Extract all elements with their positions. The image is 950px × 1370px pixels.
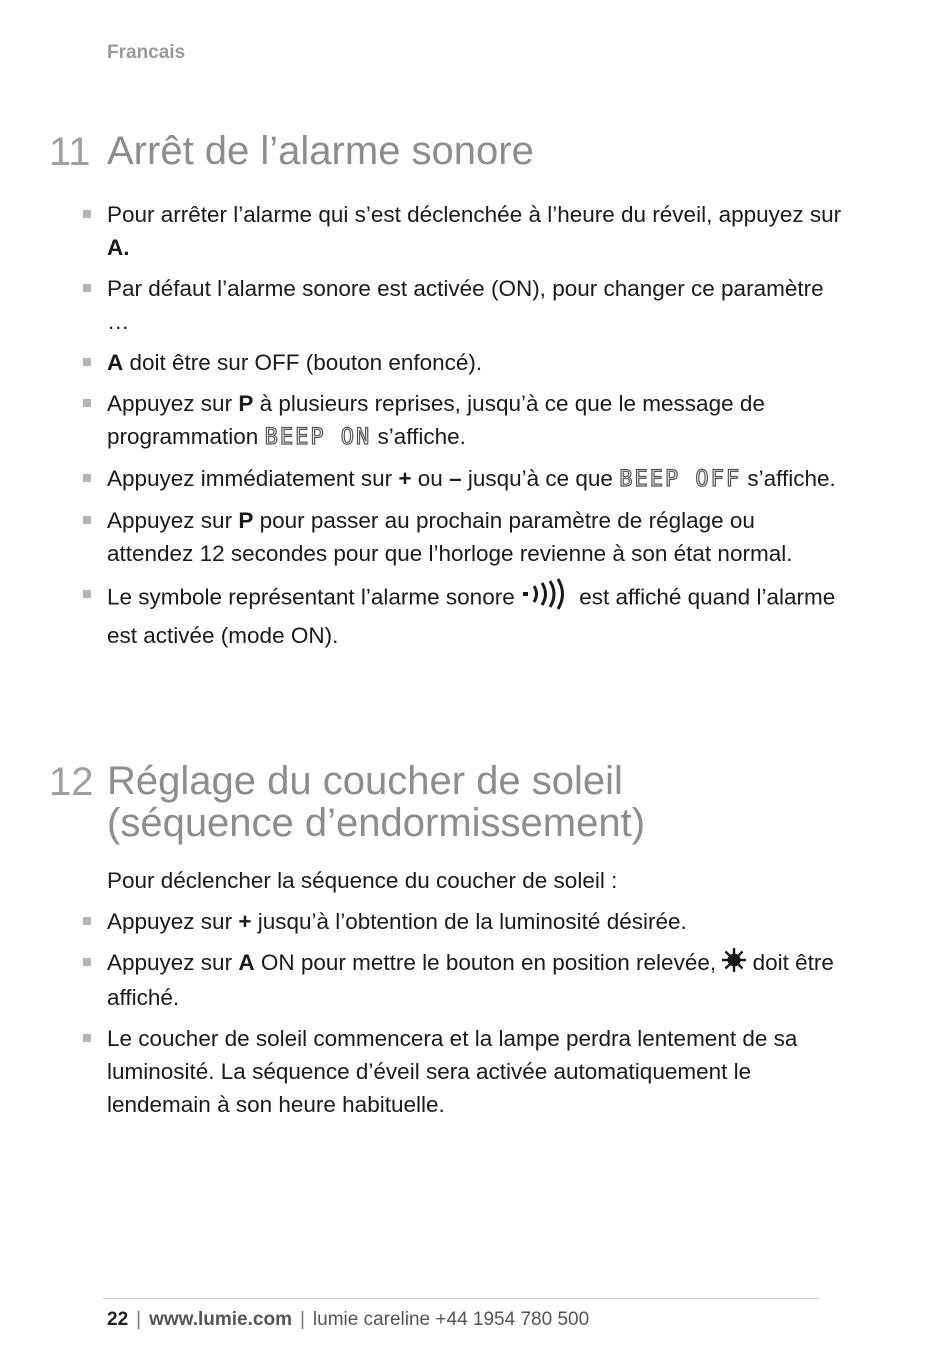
page-number: 22 (107, 1309, 129, 1330)
sun-icon (722, 948, 746, 981)
section-heading (0, 760, 950, 856)
list-item: Appuyez sur P à plusieurs reprises, jusqu’à ce que le message de programmation BEEP ON s’affiche. (0, 387, 847, 454)
section-title: Arrêt de l’alarme sonore (107, 129, 534, 173)
list-item: Appuyez sur A ON pour mettre le bouton en position relevée, doit être affiché. (0, 946, 847, 1014)
list-item: Pour arrêter l’alarme qui s’est déclenchée à l’heure du réveil, appuyez sur A. (0, 198, 847, 264)
bullet-icon (83, 590, 91, 598)
section-title: Réglage du coucher de soleil (séquence d’endormissement) (107, 759, 646, 845)
footer (107, 1309, 589, 1331)
sound-wave-icon (521, 578, 573, 619)
section-number: 11 (49, 130, 91, 174)
instruction-list (0, 198, 950, 652)
list-item: Par défaut l’alarme sonore est activée (ON), pour changer ce paramètre … (0, 272, 847, 338)
list-item: A doit être sur OFF (bouton enfoncé). (0, 346, 847, 379)
list-item: Appuyez sur P pour passer au prochain paramètre de réglage ou attendez 12 secondes pour que l’horloge revienne à son état normal. (0, 504, 847, 570)
bullet-icon (83, 399, 91, 407)
lcd-message: BEEP OFF (619, 467, 742, 492)
section-heading (0, 130, 950, 180)
section-number: 12 (49, 760, 94, 804)
intro-text: Pour déclencher la séquence du coucher de soleil : (107, 868, 618, 893)
instruction-list (0, 905, 950, 1121)
list-item: Appuyez immédiatement sur + ou – jusqu’à ce que BEEP OFF s’affiche. (0, 462, 847, 496)
footer-separator: | (136, 1309, 142, 1330)
website-link[interactable]: www.lumie.com (149, 1309, 292, 1330)
language-label: Francais (107, 42, 186, 63)
footer-separator: | (299, 1309, 305, 1330)
careline-text: lumie careline +44 1954 780 500 (312, 1309, 590, 1330)
bullet-icon (83, 516, 91, 524)
list-item: Le coucher de soleil commencera et la lampe perdra lentement de sa luminosité. La séquence d’éveil sera activée automatiquement le lendemain à son heure habituelle. (0, 1022, 847, 1121)
section-alarm-stop (0, 130, 950, 660)
lcd-message: BEEP ON (264, 425, 372, 450)
bullet-icon (83, 917, 91, 925)
footer-divider (103, 1298, 819, 1299)
section-sunset (0, 760, 950, 1129)
bullet-icon (83, 1034, 91, 1042)
bullet-icon (83, 958, 91, 966)
list-item: Appuyez sur + jusqu’à l’obtention de la luminosité désirée. (0, 905, 847, 938)
bullet-icon (83, 284, 91, 292)
bullet-icon (83, 210, 91, 218)
list-item: Le symbole représentant l’alarme sonore est affiché quand l’alarme est activée (mode ON). (0, 578, 847, 652)
bullet-icon (83, 358, 91, 366)
bullet-icon (83, 474, 91, 482)
